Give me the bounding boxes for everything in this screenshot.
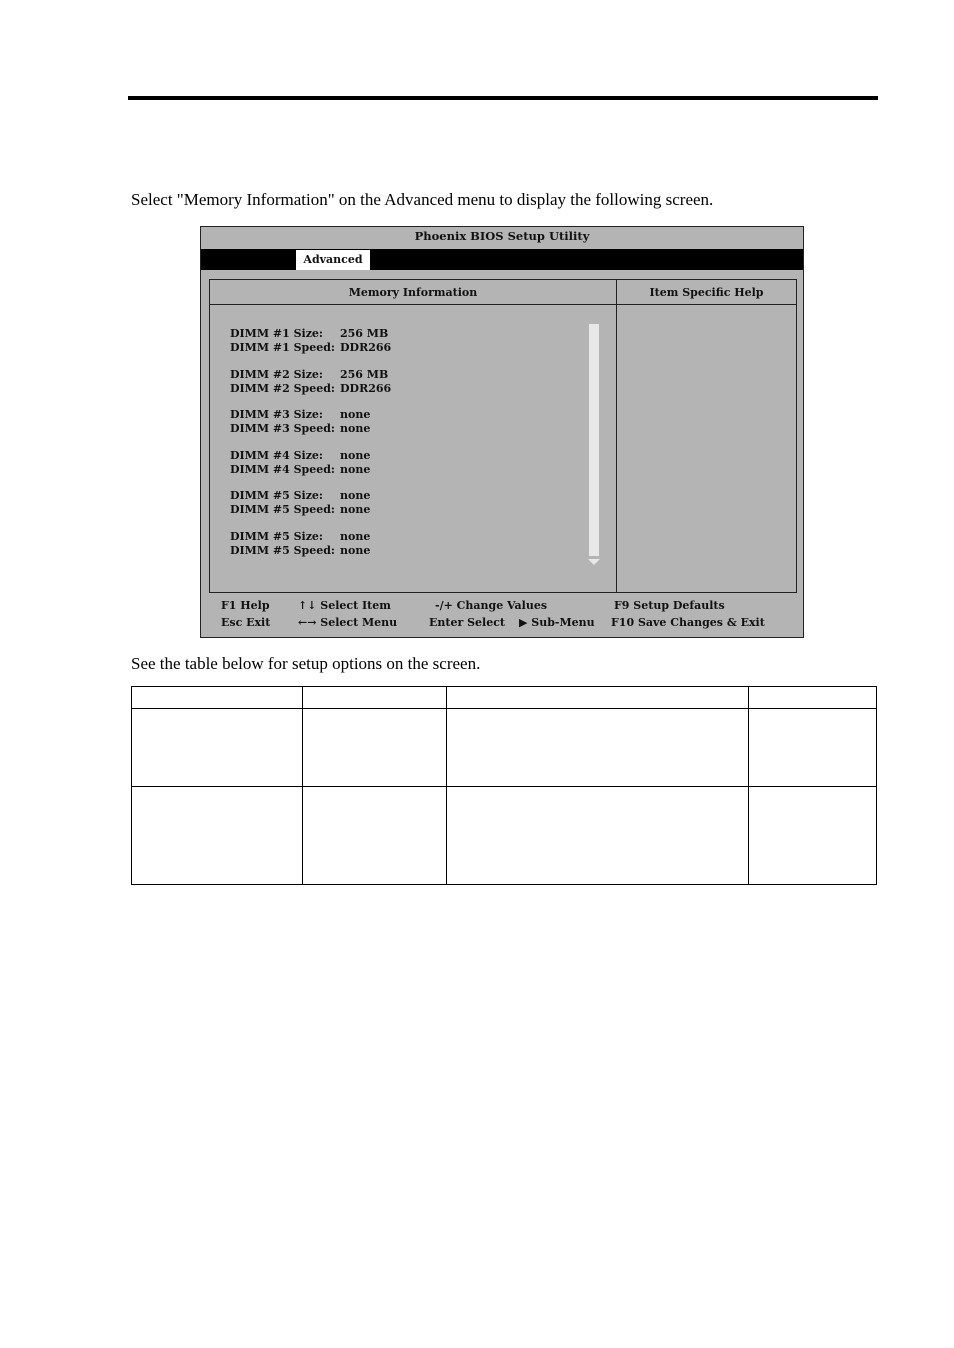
dimm-group <box>230 327 391 355</box>
table-header-row <box>132 687 877 709</box>
dimm-size-label: DIMM #2 Size: <box>230 367 323 381</box>
dimm-size-label: DIMM #3 Size: <box>230 408 323 421</box>
dimm-size-label: DIMM #1 Size: <box>230 327 323 340</box>
table-header-cell <box>303 687 447 709</box>
dimm-speed-value: none <box>340 462 371 476</box>
memory-info-panel <box>209 279 617 593</box>
dimm-speed-row <box>230 503 391 517</box>
dimm-size-row <box>230 327 391 341</box>
dimm-group <box>230 449 391 477</box>
dimm-size-row <box>230 449 391 463</box>
dimm-group <box>230 489 391 517</box>
scrollbar[interactable] <box>589 324 599 556</box>
dimm-size-row <box>230 408 391 422</box>
tab-advanced[interactable]: Advanced <box>296 250 370 270</box>
dimm-group <box>230 368 391 396</box>
table-cell <box>132 709 303 787</box>
memory-info-header: Memory Information <box>210 280 616 305</box>
dimm-size-label: DIMM #5 Size: <box>230 489 323 502</box>
key-legend <box>201 597 803 637</box>
item-help-panel <box>617 279 797 593</box>
table-cell <box>303 709 447 787</box>
dimm-speed-value: none <box>340 422 371 435</box>
memory-list <box>230 327 391 570</box>
table-cell <box>447 787 749 885</box>
dimm-group <box>230 530 391 558</box>
dimm-speed-row <box>230 422 391 436</box>
dimm-speed-label: DIMM #4 Speed: <box>230 462 335 476</box>
bios-screenshot <box>200 226 804 638</box>
dimm-size-value: 256 MB <box>340 367 389 381</box>
key-f10-save-exit: F10 Save Changes & Exit <box>611 616 765 629</box>
key-f9-defaults: F9 Setup Defaults <box>614 599 725 612</box>
dimm-size-label: DIMM #5 Size: <box>230 529 323 543</box>
table-cell <box>303 787 447 885</box>
key-esc-exit: Esc Exit <box>221 616 271 629</box>
key-enter-select: Enter Select <box>429 616 505 629</box>
dimm-size-row <box>230 368 391 382</box>
table-header-cell <box>749 687 877 709</box>
scroll-down-arrow-icon[interactable] <box>588 559 600 565</box>
key-sub-menu: ▶ Sub-Menu <box>519 616 595 629</box>
dimm-speed-row <box>230 341 391 355</box>
setup-options-table <box>131 686 877 885</box>
bios-menubar <box>201 249 803 270</box>
key-f1-help: F1 Help <box>221 599 270 612</box>
dimm-speed-label: DIMM #5 Speed: <box>230 503 335 516</box>
dimm-speed-label: DIMM #2 Speed: <box>230 381 335 395</box>
dimm-speed-label: DIMM #5 Speed: <box>230 543 335 557</box>
key-change-values: -/+ Change Values <box>435 599 548 612</box>
dimm-speed-row <box>230 382 391 396</box>
table-cell <box>749 709 877 787</box>
dimm-size-row <box>230 530 391 544</box>
dimm-speed-value: none <box>340 543 371 557</box>
intro-paragraph: Select "Memory Information" on the Advanced menu to display the following screen. <box>131 190 714 209</box>
bios-title: Phoenix BIOS Setup Utility <box>414 229 590 243</box>
dimm-speed-value: DDR266 <box>340 381 392 395</box>
table-cell <box>749 787 877 885</box>
dimm-speed-row <box>230 544 391 558</box>
table-row <box>132 709 877 787</box>
dimm-group <box>230 408 391 436</box>
table-intro-paragraph: See the table below for setup options on the screen. <box>131 654 481 673</box>
dimm-size-value: none <box>340 448 371 462</box>
table-header-cell <box>132 687 303 709</box>
table-header-cell <box>447 687 749 709</box>
dimm-speed-value: DDR266 <box>340 341 392 354</box>
dimm-speed-label: DIMM #1 Speed: <box>230 341 335 354</box>
dimm-size-value: none <box>340 408 371 421</box>
dimm-speed-value: none <box>340 503 371 516</box>
key-select-item: ↑↓ Select Item <box>298 599 391 612</box>
key-select-menu: ←→ Select Menu <box>298 616 398 629</box>
dimm-size-value: 256 MB <box>340 327 389 340</box>
table-cell <box>447 709 749 787</box>
dimm-speed-label: DIMM #3 Speed: <box>230 422 335 435</box>
top-rule <box>128 96 878 100</box>
dimm-speed-row <box>230 463 391 477</box>
table-row <box>132 787 877 885</box>
table-cell <box>132 787 303 885</box>
item-help-header: Item Specific Help <box>617 280 796 305</box>
dimm-size-value: none <box>340 489 371 502</box>
dimm-size-row <box>230 489 391 503</box>
dimm-size-label: DIMM #4 Size: <box>230 448 323 462</box>
dimm-size-value: none <box>340 529 371 543</box>
